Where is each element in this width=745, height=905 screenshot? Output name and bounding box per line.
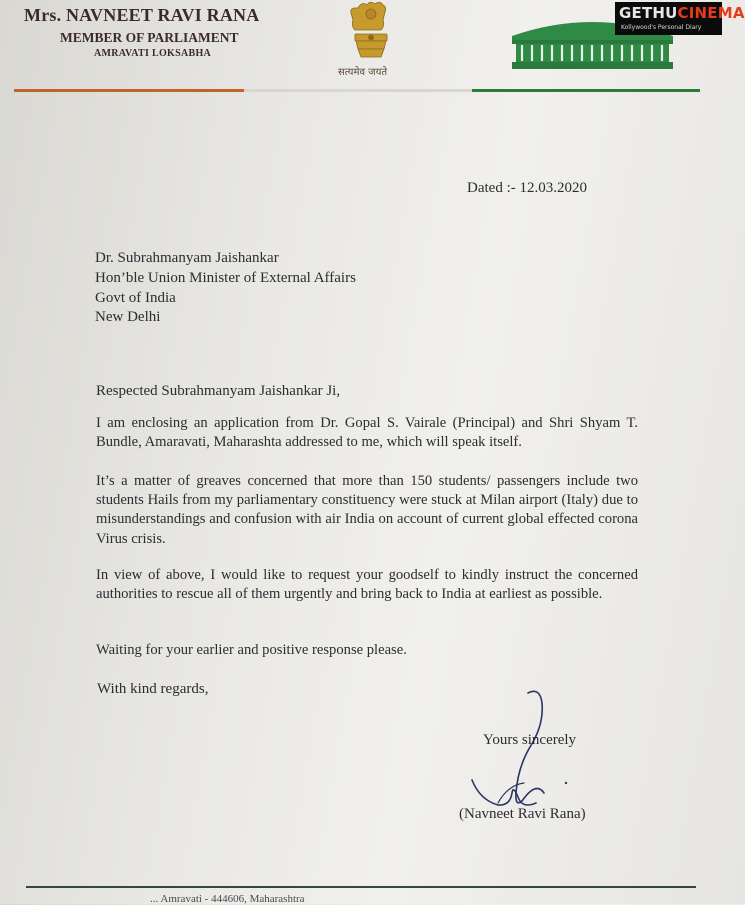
logo-title: GETHUCINEMA xyxy=(619,4,745,22)
national-emblem-icon xyxy=(338,0,404,62)
recipient-city: New Delhi xyxy=(95,309,161,325)
letterhead-constituency: AMRAVATI LOKSABHA xyxy=(94,48,212,59)
recipient-designation: Hon’ble Union Minister of External Affairs xyxy=(95,270,356,286)
footer-address: ... Amravati - 444606, Maharashtra xyxy=(150,893,305,905)
paragraph: It’s a matter of greaves concerned that more than 150 students/ passengers include two students Hails from my parliamentary constituency were stuck at Milan airport (Italy) due to misunderstandings and confusion with air India on account of current global effected corona Virus crisis. xyxy=(96,473,638,547)
recipient-organisation: Govt of India xyxy=(95,290,176,306)
letterhead-role: MEMBER OF PARLIAMENT xyxy=(60,30,239,45)
paragraph: I am enclosing an application from Dr. Gopal S. Vairale (Principal) and Shri Shyam T. Bundle, Amaravati, Maharashta addressed to me, which will speak itself. xyxy=(96,415,638,451)
recipient-name: Dr. Subrahmanyam Jaishankar xyxy=(95,250,279,266)
salutation: Respected Subrahmanyam Jaishankar Ji, xyxy=(96,383,341,399)
regards: With kind regards, xyxy=(97,681,209,697)
letterhead-name: Mrs. NAVNEET RAVI RANA xyxy=(24,5,260,25)
footer-divider xyxy=(26,886,696,888)
letter-date: Dated :- 12.03.2020 xyxy=(467,180,587,196)
emblem-motto: सत्यमेव जयते xyxy=(338,67,388,78)
watermark-logo xyxy=(615,2,745,35)
paragraph: Waiting for your earlier and positive response please. xyxy=(96,642,407,658)
logo-tagline: Kollywood's Personal Diary xyxy=(621,24,702,31)
closing: Yours sincerely xyxy=(483,732,577,748)
letterhead-divider xyxy=(14,89,700,92)
signatory-name: (Navneet Ravi Rana) xyxy=(459,806,586,822)
paragraph: In view of above, I would like to request your goodself to kindly instruct the concerned authorities to rescue all of them urgently and bring back to India at earliest as possible. xyxy=(96,567,638,603)
